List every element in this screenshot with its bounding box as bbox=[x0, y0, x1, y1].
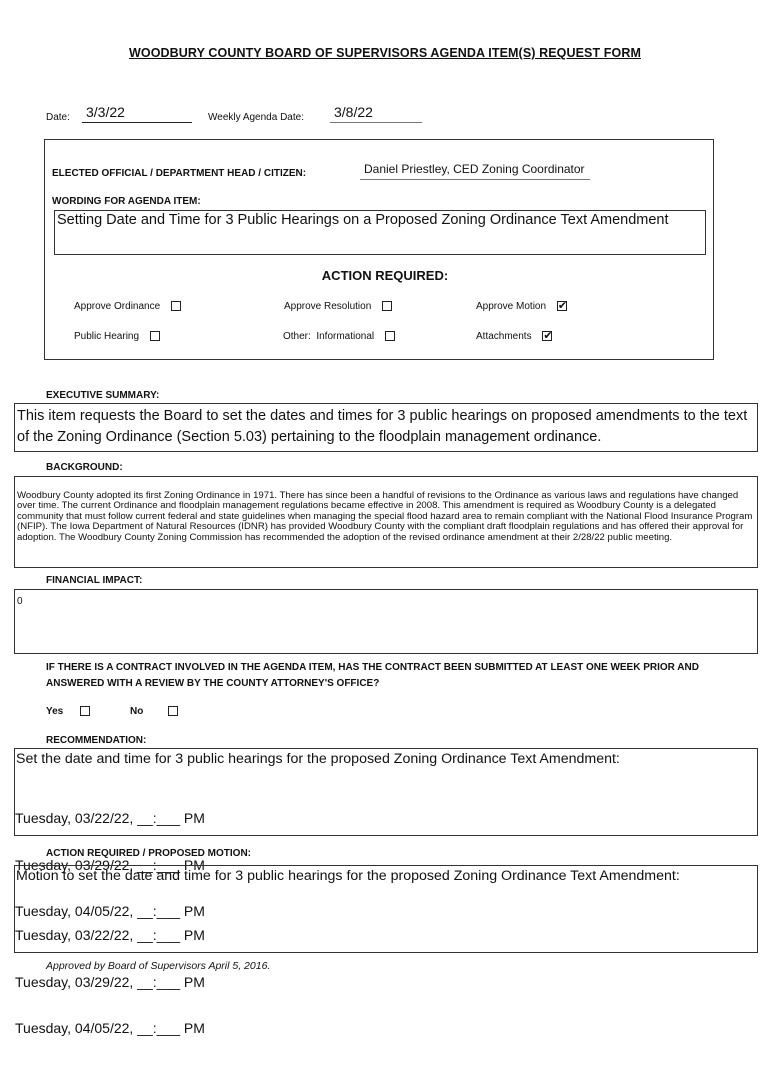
other-option[interactable] bbox=[283, 331, 395, 342]
date-field[interactable] bbox=[82, 104, 192, 123]
attachments-checkbox[interactable] bbox=[542, 331, 552, 341]
weekly-agenda-date-field[interactable] bbox=[330, 104, 422, 123]
attachments-label: Attachments bbox=[476, 331, 532, 342]
approve-ordinance-checkbox[interactable] bbox=[171, 301, 181, 311]
approve-resolution-checkbox[interactable] bbox=[382, 301, 392, 311]
weekly-agenda-date-label: Weekly Agenda Date: bbox=[208, 112, 304, 123]
proposed-motion-heading: Motion to set the date and time for 3 public hearings for the proposed Zoning Ordinance Text Amendment: bbox=[16, 868, 680, 884]
attachments-option[interactable] bbox=[476, 331, 552, 342]
recommendation-heading: Set the date and time for 3 public hearings for the proposed Zoning Ordinance Text Amendment: bbox=[16, 751, 620, 767]
wording-field[interactable] bbox=[54, 210, 706, 255]
approve-resolution-label: Approve Resolution bbox=[284, 301, 372, 312]
approve-ordinance-label: Approve Ordinance bbox=[74, 301, 161, 312]
recommendation-line: Tuesday, 03/22/22, __:___ PM bbox=[15, 810, 205, 826]
background-label: BACKGROUND: bbox=[46, 462, 123, 473]
executive-summary-text: This item requests the Board to set the dates and times for 3 public hearings on proposed amendments to the text of the Zoning Ordinance (Section 5.03) pertaining to the floodplain management ordinance. bbox=[17, 408, 748, 445]
approval-footer: Approved by Board of Supervisors April 5, 2016. bbox=[46, 960, 271, 972]
financial-impact-label: FINANCIAL IMPACT: bbox=[46, 575, 143, 586]
other-checkbox[interactable] bbox=[385, 331, 395, 341]
motion-line: Tuesday, 03/22/22, __:___ PM bbox=[15, 927, 205, 943]
recommendation-label: RECOMMENDATION: bbox=[46, 735, 147, 746]
executive-summary-label: EXECUTIVE SUMMARY: bbox=[46, 390, 160, 401]
public-hearing-label: Public Hearing bbox=[74, 331, 140, 342]
contract-no-option[interactable] bbox=[130, 706, 178, 717]
wording-value: Setting Date and Time for 3 Public Hearings on a Proposed Zoning Ordinance Text Amendment bbox=[57, 212, 669, 228]
proposed-motion-label: ACTION REQUIRED / PROPOSED MOTION: bbox=[46, 848, 252, 859]
action-required-heading: ACTION REQUIRED: bbox=[321, 268, 449, 283]
financial-impact-field[interactable] bbox=[14, 589, 758, 654]
background-text: Woodbury County adopted its first Zoning Ordinance in 1971. There has since been a handful of revisions to the Ordinance as various laws and regulations have changed over time. The current Ordinance and floodplain management regulations became effective in 2008. This amendment is required as Woodbury County is a delegated community that must follow current federal and state guidelines when managing the special flood hazard area to remain compliant with the National Flood Insurance Program (NFIP). The Iowa Department of Natural Resources (IDNR) has provided Woodbury County with the compliant draft floodplain regulations and has offered their approval for adoption. The Woodbury County Zoning Commission has recommended the adoption of the revised ordinance amendment at their 2/28/22 public meeting. bbox=[17, 490, 753, 543]
contract-yes-option[interactable] bbox=[46, 706, 90, 717]
recommendation-line: Tuesday, 03/29/22, __:___ PM bbox=[15, 856, 205, 873]
weekly-agenda-date-value: 3/8/22 bbox=[334, 104, 373, 120]
date-value: 3/3/22 bbox=[86, 104, 125, 120]
yes-checkbox[interactable] bbox=[80, 706, 90, 716]
other-label: Other: Informational bbox=[283, 331, 375, 342]
contract-question: IF THERE IS A CONTRACT INVOLVED IN THE AGENDA ITEM, HAS THE CONTRACT BEEN SUBMITTED AT LEAST ONE WEEK PRIOR AND ANSWERED WITH A REVIEW BY THE COUNTY ATTORNEY'S OFFICE? bbox=[46, 662, 699, 689]
public-hearing-option[interactable] bbox=[74, 331, 160, 342]
public-hearing-checkbox[interactable] bbox=[150, 331, 160, 341]
approve-resolution-option[interactable] bbox=[284, 301, 392, 312]
motion-line: Tuesday, 03/29/22, __:___ PM bbox=[15, 973, 205, 990]
financial-impact-value: 0 bbox=[17, 596, 23, 607]
yes-label: Yes bbox=[46, 706, 64, 717]
approve-ordinance-option[interactable] bbox=[74, 301, 181, 312]
recommendation-line: Tuesday, 04/05/22, __:___ PM bbox=[15, 903, 205, 919]
motion-line: Tuesday, 04/05/22, __:___ PM bbox=[15, 1020, 205, 1036]
no-label: No bbox=[130, 706, 144, 717]
form-title: WOODBURY COUNTY BOARD OF SUPERVISORS AGENDA ITEM(S) REQUEST FORM bbox=[129, 46, 641, 60]
check-mark-icon: ✔ bbox=[557, 300, 568, 313]
official-value: Daniel Priestley, CED Zoning Coordinator bbox=[364, 162, 585, 176]
executive-summary-field[interactable] bbox=[14, 403, 758, 452]
no-checkbox[interactable] bbox=[168, 706, 178, 716]
approve-motion-option[interactable] bbox=[476, 301, 567, 312]
official-label: ELECTED OFFICIAL / DEPARTMENT HEAD / CITIZEN: bbox=[52, 168, 307, 179]
official-field[interactable] bbox=[360, 162, 590, 180]
check-mark-icon: ✔ bbox=[543, 330, 553, 343]
approve-motion-label: Approve Motion bbox=[476, 301, 547, 312]
approve-motion-checkbox[interactable] bbox=[557, 301, 567, 311]
background-field[interactable] bbox=[14, 476, 758, 568]
wording-label: WORDING FOR AGENDA ITEM: bbox=[52, 196, 201, 207]
date-label: Date: bbox=[46, 112, 70, 123]
